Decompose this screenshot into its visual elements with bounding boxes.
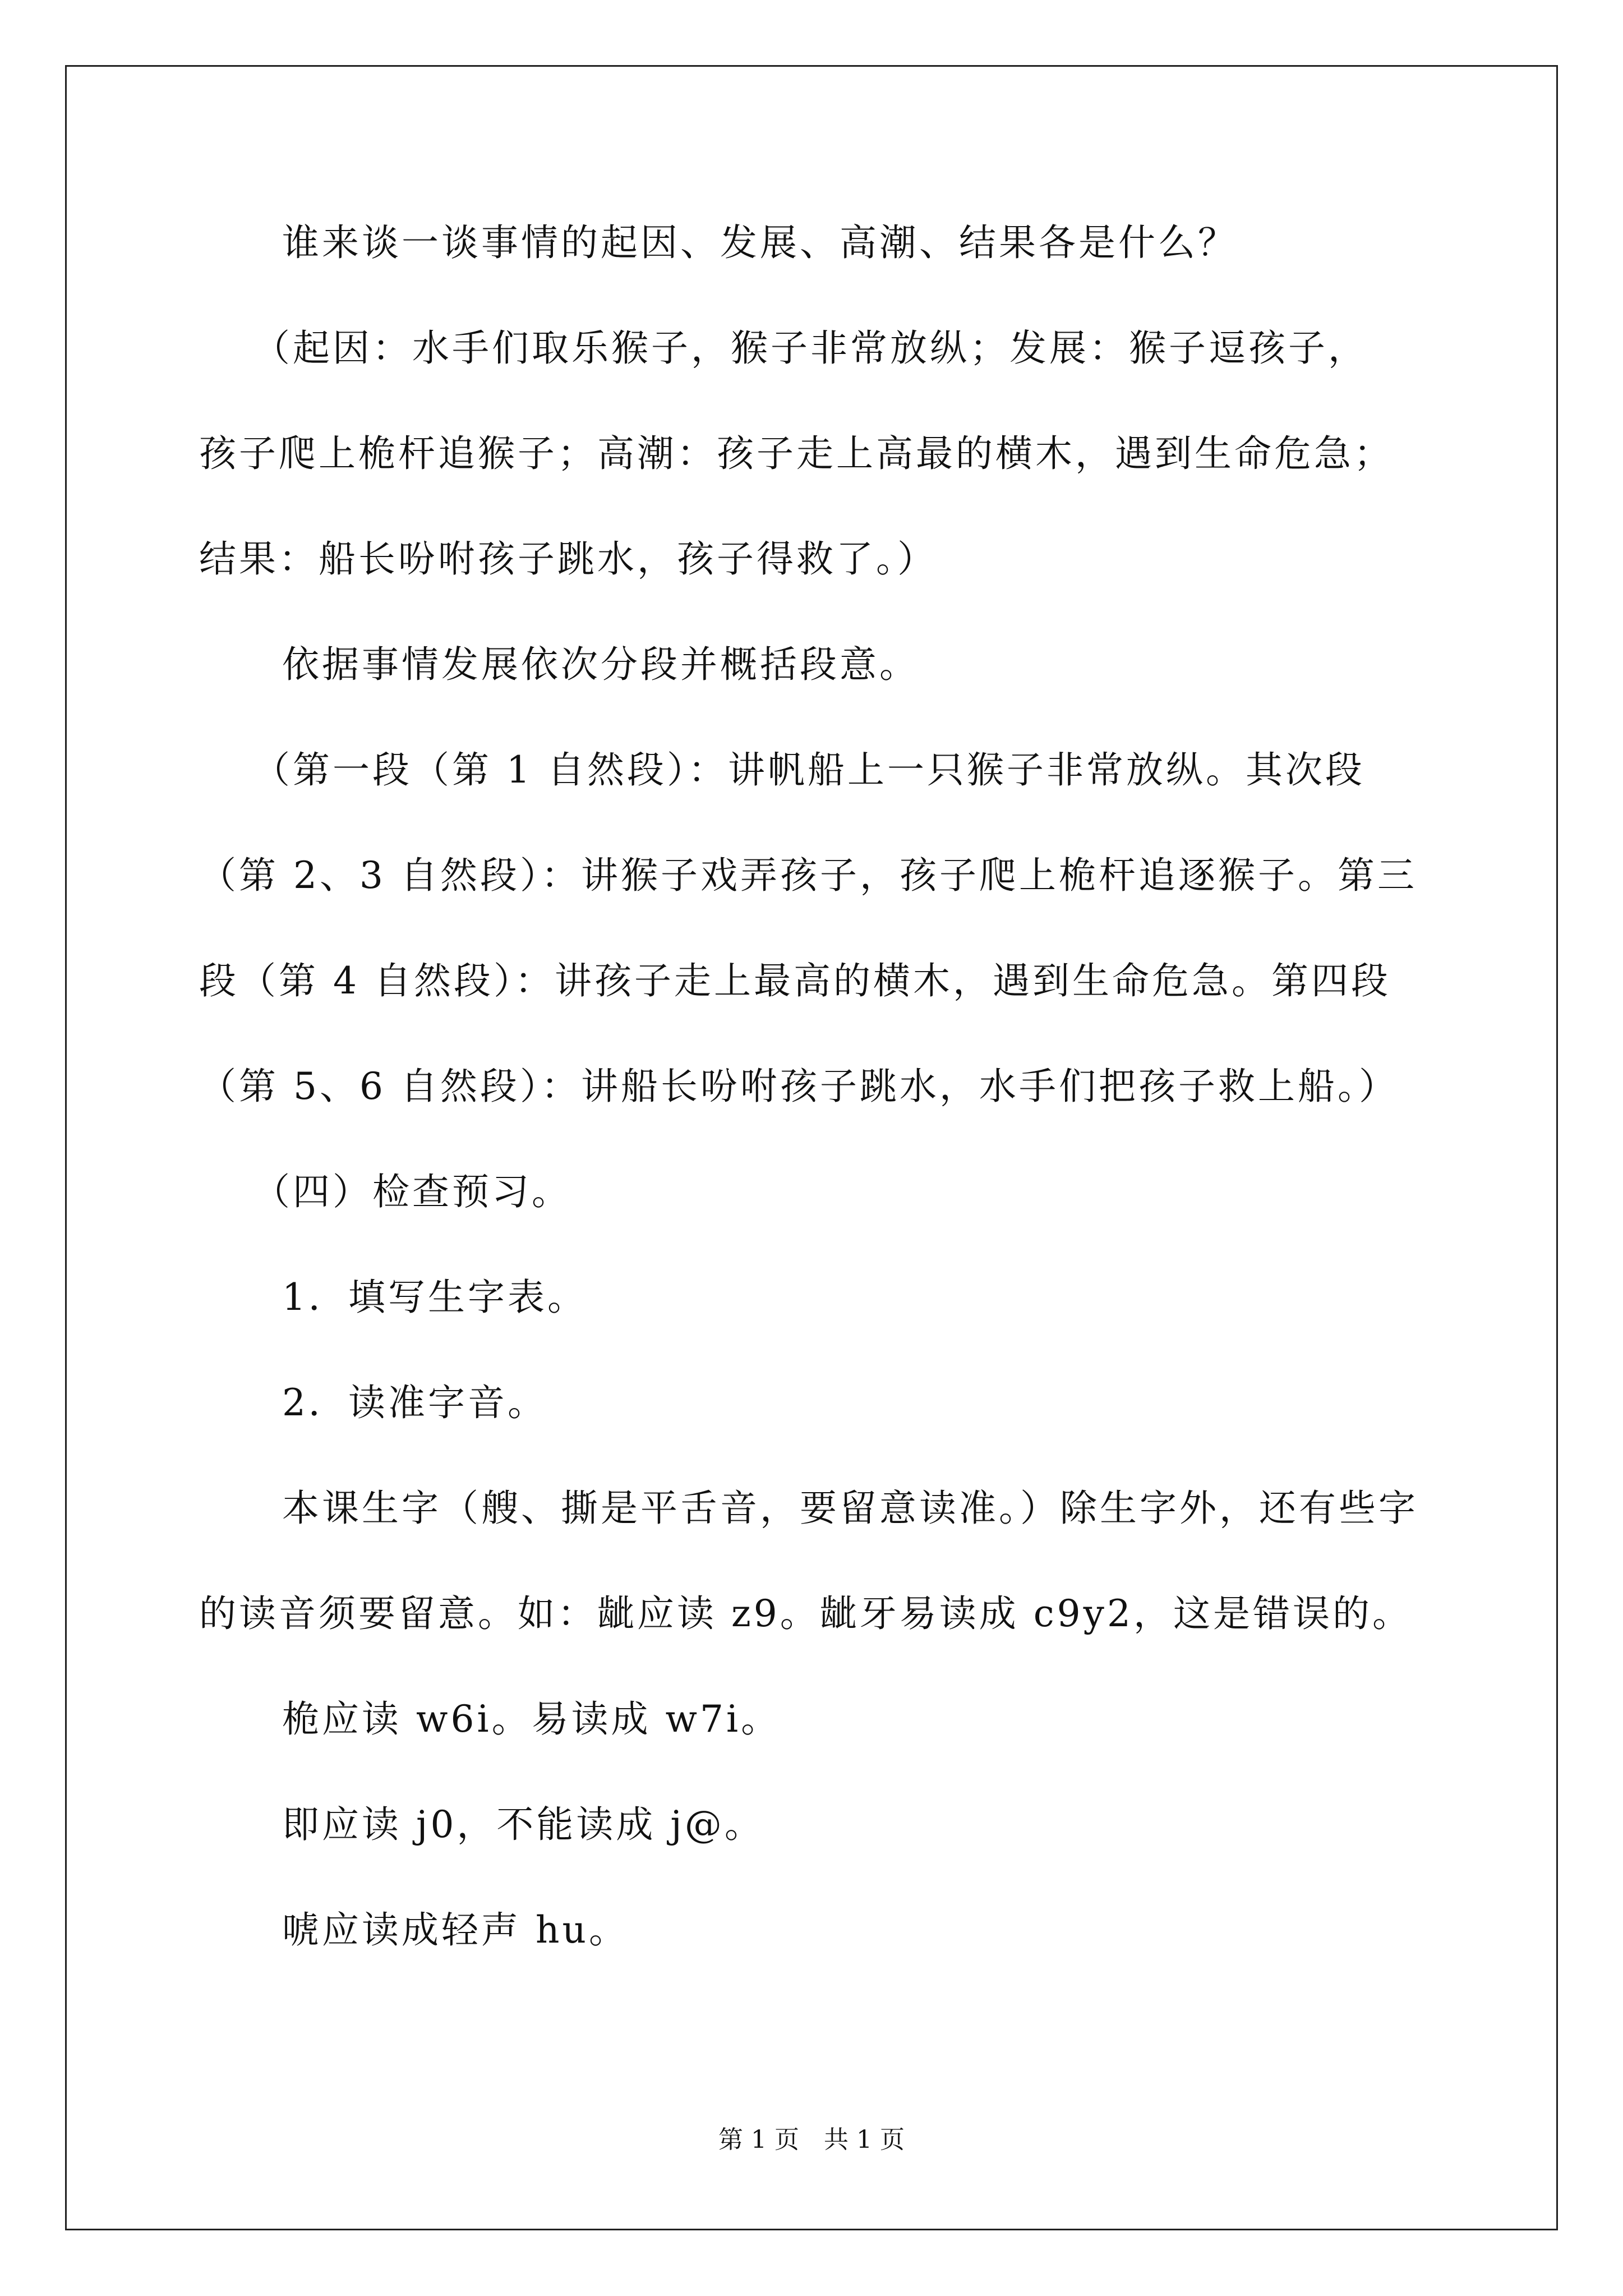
paragraph-line: 即应读 j0，不能读成 j@。 <box>282 1803 764 1846</box>
paragraph-line: 的读音须要留意。如：龇应读 z9。龇牙易读成 c9y2，这是错误的。 <box>199 1592 1412 1635</box>
paragraph-line: 谁来谈一谈事情的起因、发展、高潮、结果各是什么？ <box>282 221 1238 264</box>
paragraph-line: （第 5、6 自然段）：讲船长吩咐孩子跳水，水手们把孩子救上船。） <box>199 1065 1399 1108</box>
paragraph-line: （起因：水手们取乐猴子，猴子非常放纵；发展：猴子逗孩子， <box>253 326 1368 370</box>
paragraph-line: 唬应读成轻声 hu。 <box>282 1908 629 1952</box>
paragraph-line: （第 2、3 自然段）：讲猴子戏弄孩子，孩子爬上桅杆追逐猴子。第三 <box>199 854 1417 897</box>
paragraph-line: 段（第 4 自然段）：讲孩子走上最高的横木，遇到生命危急。第四段 <box>199 959 1391 1002</box>
paragraph-line: 孩子爬上桅杆追猴子；高潮：孩子走上高最的横木，遇到生命危急； <box>199 432 1394 475</box>
paragraph-line: 本课生字（艘、撕是平舌音，要留意读准。）除生字外，还有些字 <box>282 1487 1418 1530</box>
list-item: 1．填写生字表。 <box>282 1276 587 1319</box>
paragraph-line: 桅应读 w6i。易读成 w7i。 <box>282 1697 781 1741</box>
list-item: 2．读准字音。 <box>282 1381 547 1424</box>
paragraph-line: 结果：船长吩咐孩子跳水，孩子得救了。） <box>199 537 937 581</box>
section-heading: （四）检查预习。 <box>253 1170 571 1213</box>
paragraph-line: 依据事情发展依次分段并概括段意。 <box>282 643 919 686</box>
page-footer: 第 1 页 共 1 页 <box>718 2125 905 2154</box>
paragraph-line: （第一段（第 1 自然段）：讲帆船上一只猴子非常放纵。其次段 <box>253 748 1365 792</box>
